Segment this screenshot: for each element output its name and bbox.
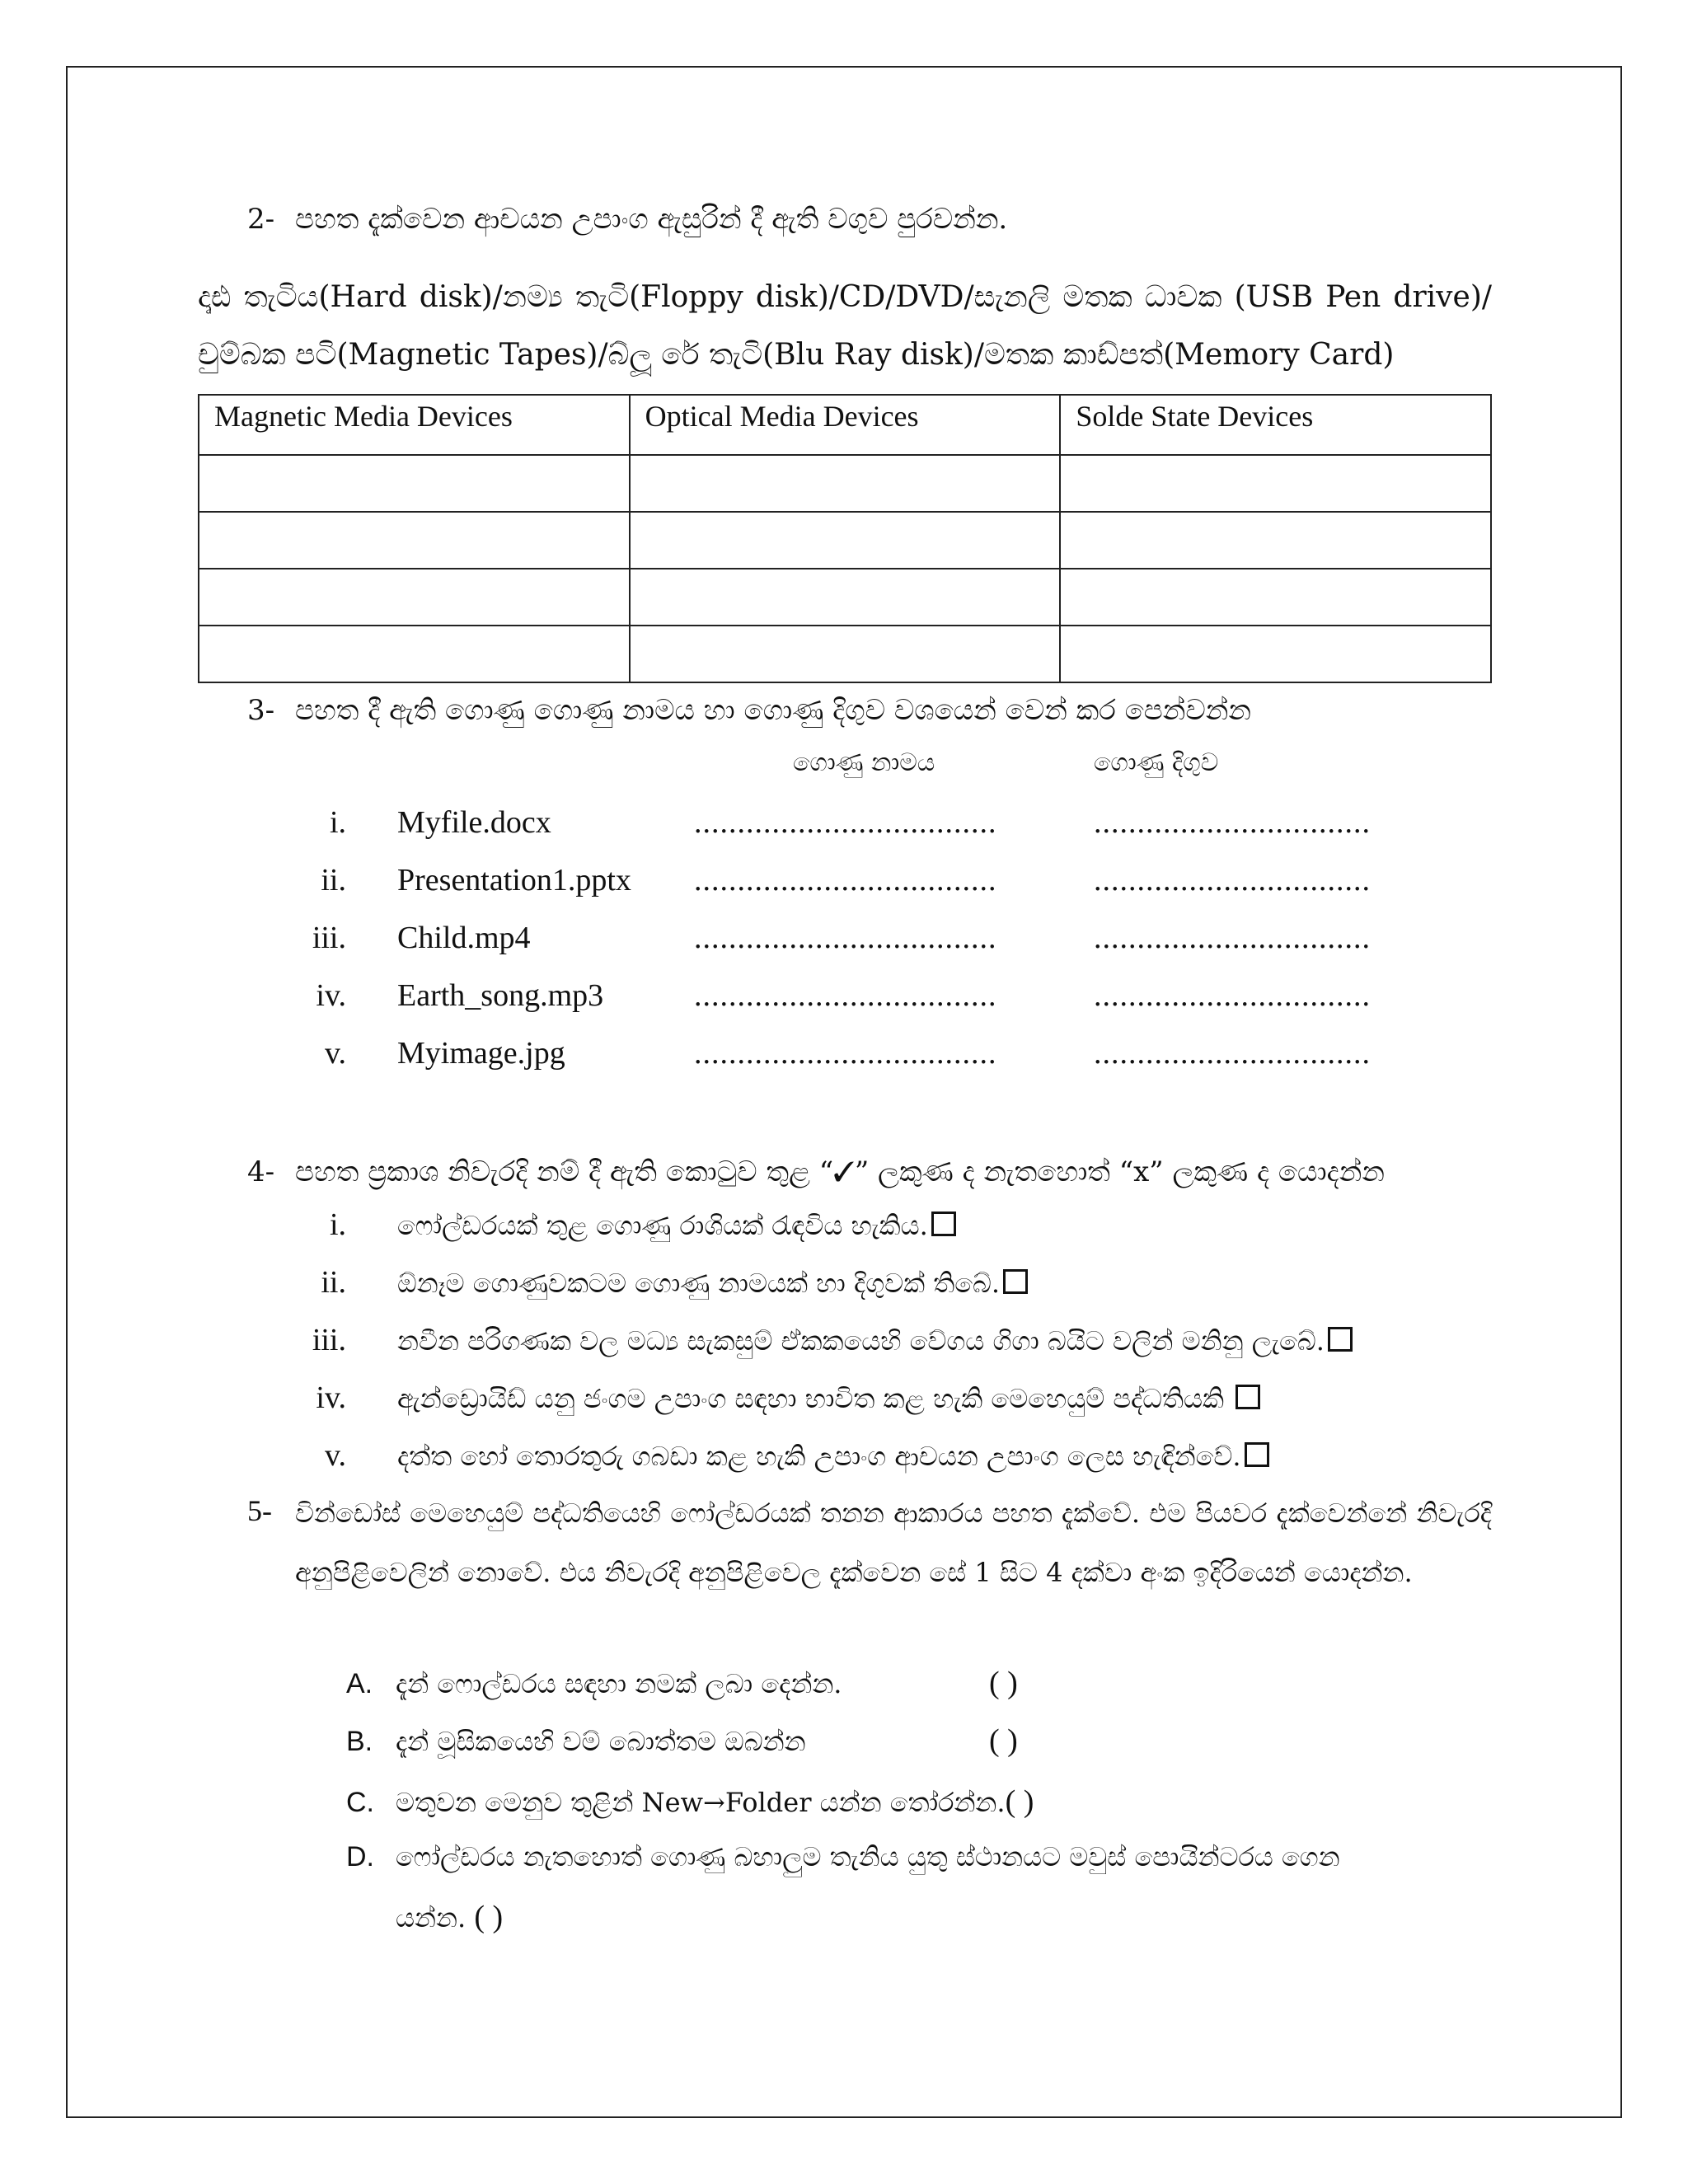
answer-checkbox[interactable] (1236, 1385, 1260, 1409)
order-blank[interactable]: ( ) (989, 1723, 1018, 1758)
q5-step (346, 1666, 1018, 1700)
col-file-name: ගොණු නාමය (793, 748, 935, 777)
answer-checkbox[interactable] (1328, 1327, 1353, 1352)
order-blank[interactable]: ( ) (474, 1900, 504, 1934)
q5-step (346, 1723, 1018, 1758)
item-number: iii. (312, 1323, 346, 1357)
answer-ext-blank[interactable]: ................................ (1094, 978, 1371, 1013)
q2-number: 2- (247, 203, 275, 236)
q4-number: 4- (247, 1155, 275, 1188)
answer-checkbox[interactable] (931, 1212, 956, 1236)
q5-number: 5- (247, 1494, 272, 1527)
q2-heading (247, 203, 1007, 236)
step-letter: A. (346, 1668, 373, 1699)
q5-step (346, 1841, 1340, 1873)
table-cell[interactable] (630, 512, 1061, 569)
item-number: v. (324, 1438, 346, 1473)
answer-checkbox[interactable] (1003, 1269, 1028, 1294)
item-number: ii. (321, 863, 346, 898)
table-cell[interactable] (199, 455, 630, 512)
table-cell[interactable] (1060, 512, 1491, 569)
step-text: දැන් ෆොල්ඩරය සඳහා නමක් ලබා දෙන්න. (396, 1668, 842, 1699)
q2-device-list: දෘඪ තැටිය(Hard disk)/නම්‍ය තැටි(Floppy disk)/CD/DVD/සැනලි මතක ධාවක (USB Pen drive)/චුම්බක පටි(Magnetic Tapes)/බ්ලූ රේ තැටි(Blu Ray disk)/මතක කාඩ්පත්(Memory Card) (198, 280, 1492, 372)
q2-title: පහත දැක්වෙන ආචයන උපාංග ඇසුරින් දී ඇති වගුව පුරවන්න. (295, 203, 1008, 236)
table-cell[interactable] (1060, 626, 1491, 682)
item-number: i. (329, 1207, 346, 1242)
table-cell[interactable] (1060, 455, 1491, 512)
header-optical: Optical Media Devices (630, 395, 1061, 455)
table-row (199, 626, 1491, 682)
statement-text: නවීන පරිගණක වල මධ්‍ය සැකසුම් ඒකකයෙහි වේගය ගිගා බයිට වලින් මනිනු ලැබේ. (397, 1325, 1325, 1357)
q5-instructions: වින්ඩෝස් මෙහෙයුම් පද්ධතියෙහි ෆෝල්ඩරයක් තනන ආකාරය පහත දැක්වේ. එම පියවර දැක්වෙන්නේ නිවැරදි අනුපිළිවෙලින් නොවේ. එය නිවැරදි අනුපිළිවෙල දැක්වෙන සේ 1 සිට 4 දක්වා අංක ඉදිරියෙන් යොදන්න. (295, 1497, 1492, 1588)
table-cell[interactable] (630, 455, 1061, 512)
item-number: iv. (316, 1380, 346, 1415)
item-number: i. (329, 805, 346, 840)
step-text: දැන් මූසිකයෙහි වම් බොත්තම ඔබන්න (396, 1726, 806, 1757)
q5-step (346, 1783, 1034, 1820)
order-blank[interactable]: ( ) (1005, 1784, 1034, 1819)
table-cell[interactable] (630, 569, 1061, 626)
q3-item (247, 977, 1401, 1019)
answer-name-blank[interactable]: ................................... (694, 1036, 997, 1071)
item-number: v. (324, 1036, 346, 1071)
table-row (199, 455, 1491, 512)
media-devices-table (198, 394, 1492, 683)
q4-title: පහත ප්‍රකාශ නිවැරදි නම් දී ඇති කොටුව තුළ “✓” ලකුණ ද නැතහොත් “x” ලකුණ ද යොදන්න (295, 1155, 1385, 1188)
statement-text: ෆෝල්ඩරයක් තුළ ගොණු රාශියක් රැඳවිය හැකිය. (397, 1210, 928, 1241)
table-cell[interactable] (199, 626, 630, 682)
q3-item (247, 804, 1401, 846)
answer-name-blank[interactable]: ................................... (694, 805, 997, 840)
table-row (199, 569, 1491, 626)
statement-text: ඇන්ඩ්‍රොයිඩ් යනු ජංගම උපාංග සඳහා භාවිත කළ හැකි මෙහෙයුම් පද්ධතියකි (397, 1383, 1233, 1414)
step-letter: B. (346, 1726, 373, 1757)
q3-number: 3- (247, 694, 275, 727)
answer-name-blank[interactable]: ................................... (694, 978, 997, 1013)
col-file-extension: ගොණු දිගුව (1094, 748, 1219, 777)
q3-item (247, 1035, 1401, 1076)
answer-ext-blank[interactable]: ................................ (1094, 805, 1371, 840)
file-label: Myfile.docx (397, 805, 551, 840)
table-row (199, 512, 1491, 569)
table-cell[interactable] (199, 569, 630, 626)
q4-heading (247, 1155, 1385, 1188)
answer-checkbox[interactable] (1245, 1442, 1269, 1467)
table-cell[interactable] (630, 626, 1061, 682)
file-label: Child.mp4 (397, 921, 531, 955)
answer-ext-blank[interactable]: ................................ (1094, 1036, 1371, 1071)
step-letter: D. (346, 1841, 374, 1872)
q5-step-continuation (396, 1899, 503, 1935)
answer-ext-blank[interactable]: ................................ (1094, 921, 1371, 955)
table-cell[interactable] (1060, 569, 1491, 626)
item-number: iv. (316, 978, 346, 1013)
q3-item (247, 862, 1401, 903)
table-cell[interactable] (199, 512, 630, 569)
step-letter: C. (346, 1787, 374, 1818)
file-label: Presentation1.pptx (397, 863, 631, 898)
item-number: ii. (321, 1265, 346, 1300)
file-label: Myimage.jpg (397, 1036, 565, 1071)
q3-title: පහත දී ඇති ගොණු ගොණු නාමය හා ගොණු දිගුව වශයෙන් වෙන් කර පෙන්වන්න (295, 694, 1252, 727)
item-number: iii. (312, 921, 346, 955)
statement-text: ඕනෑම ගොණුවකටම ගොණු නාමයක් හා දිගුවක් තිබේ. (397, 1268, 1001, 1299)
statement-text: දත්ත හෝ තොරතුරු ගබඩා කළ හැකි උපාංග ආචයන උපාංග ලෙස හැඳින්වේ. (397, 1441, 1241, 1472)
step-text: මතුවන මෙනුව තුළින් New→Folder යන්න තෝරන්න. (396, 1787, 1006, 1818)
table-header-row (199, 395, 1491, 455)
header-magnetic: Magnetic Media Devices (199, 395, 630, 455)
q3-item (247, 920, 1401, 961)
file-label: Earth_song.mp3 (397, 978, 604, 1013)
answer-ext-blank[interactable]: ................................ (1094, 863, 1371, 898)
header-solid-state: Solde State Devices (1060, 395, 1491, 455)
step-text: ෆෝල්ඩරය නැතහොත් ගොණු බහාලුම තැනිය යුතු ස්ථානයට මවුස් පොයින්ටරය ගෙන (396, 1841, 1340, 1872)
answer-name-blank[interactable]: ................................... (694, 863, 997, 898)
step-text-continued: යන්න. (396, 1902, 467, 1933)
order-blank[interactable]: ( ) (989, 1666, 1018, 1700)
answer-name-blank[interactable]: ................................... (694, 921, 997, 955)
q3-heading (247, 694, 1251, 727)
